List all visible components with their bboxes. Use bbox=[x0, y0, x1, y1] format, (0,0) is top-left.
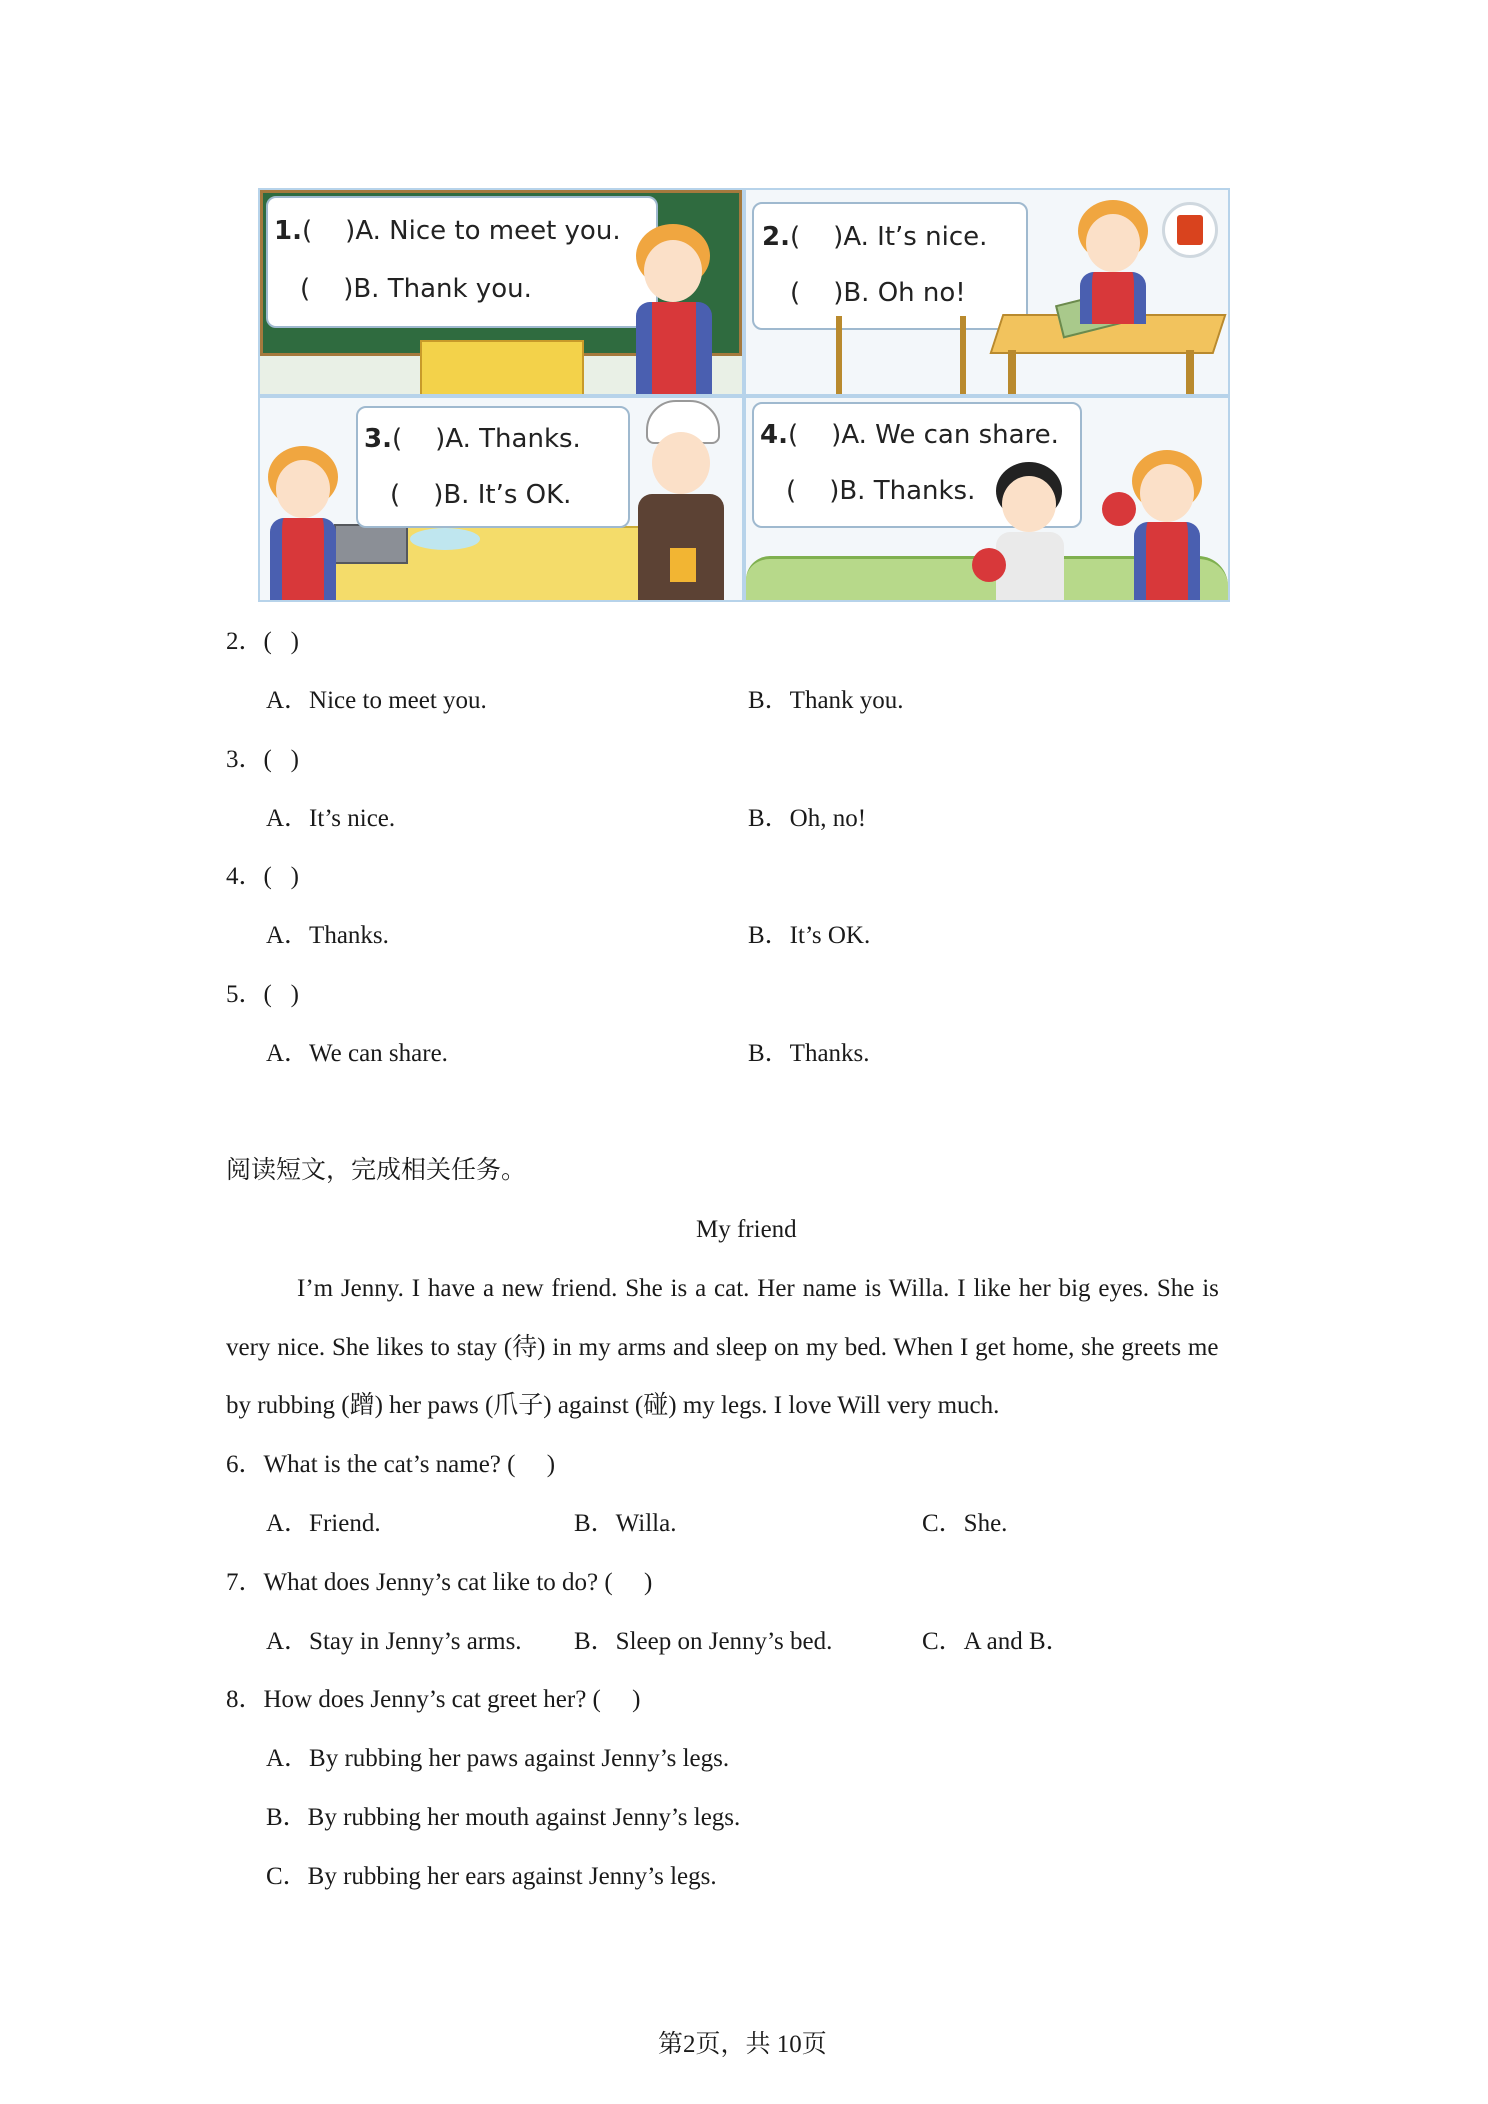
speech-bubble-2 bbox=[752, 202, 1028, 330]
option-b[interactable]: B．It’s OK. bbox=[748, 922, 871, 949]
girl-face bbox=[1086, 214, 1140, 272]
panel-3 bbox=[260, 398, 742, 600]
listening-picture bbox=[258, 188, 1230, 602]
desk-back bbox=[836, 316, 966, 394]
option-a[interactable]: A．By rubbing her paws against Jenny’s legs. bbox=[266, 1745, 730, 1772]
option-a[interactable]: A．Nice to meet you. bbox=[266, 687, 487, 714]
question-stem: 4．( ) bbox=[226, 863, 299, 890]
bubble-option-b: ( )B. Oh no! bbox=[790, 278, 966, 308]
bubble-option-b: ( )B. Thanks. bbox=[786, 476, 976, 506]
passage-title: My friend bbox=[696, 1216, 797, 1243]
page-footer: 第2页，共 10页 bbox=[658, 2031, 827, 2058]
bubble-option-a: ( )A. Nice to meet you. bbox=[301, 216, 621, 246]
panel-number: 4. bbox=[760, 420, 788, 450]
option-c[interactable]: C．By rubbing her ears against Jenny’s legs. bbox=[266, 1863, 717, 1890]
girl-jacket bbox=[1080, 272, 1146, 324]
question-stem: 8．How does Jenny’s cat greet her? ( ) bbox=[226, 1686, 641, 1713]
option-c[interactable]: C．She. bbox=[922, 1510, 1008, 1537]
boy-face bbox=[1002, 476, 1056, 532]
panel-number: 1. bbox=[274, 216, 302, 246]
boy-jacket bbox=[270, 518, 336, 600]
speech-bubble-3 bbox=[356, 406, 630, 528]
desk-leg bbox=[1008, 350, 1016, 394]
passage-line: I’m Jenny. I have a new friend. She is a cat. Her name is Willa. I like her big eyes. She is bbox=[297, 1275, 1219, 1302]
option-c[interactable]: C．A and B． bbox=[922, 1628, 1071, 1655]
option-b[interactable]: B．Oh, no! bbox=[748, 805, 867, 832]
cook-apron bbox=[638, 494, 724, 600]
back-button-icon[interactable] bbox=[1162, 202, 1218, 258]
bubble-option-b: ( )B. Thank you. bbox=[300, 274, 532, 304]
panel-4 bbox=[746, 398, 1228, 600]
spilled-water bbox=[410, 528, 480, 550]
lunch-tray bbox=[334, 524, 408, 564]
panel-2 bbox=[746, 190, 1228, 394]
boy-face bbox=[1140, 464, 1194, 522]
option-b[interactable]: B．Willa. bbox=[574, 1510, 677, 1537]
bubble-option-a: ( )A. Thanks. bbox=[391, 424, 581, 454]
option-a[interactable]: A．Stay in Jenny’s arms. bbox=[266, 1628, 522, 1655]
panel-number: 2. bbox=[762, 222, 790, 252]
speech-bubble-1 bbox=[266, 196, 658, 328]
desk-front bbox=[420, 340, 584, 394]
cook-face bbox=[652, 432, 710, 494]
bubble-option-b: ( )B. It’s OK. bbox=[390, 480, 572, 510]
boy-shirt bbox=[996, 532, 1064, 600]
boy-face bbox=[276, 460, 330, 518]
option-b[interactable]: B．Sleep on Jenny’s bed. bbox=[574, 1628, 833, 1655]
question-stem: 2．( ) bbox=[226, 628, 299, 655]
question-stem: 3．( ) bbox=[226, 746, 299, 773]
passage-line: by rubbing (蹭) her paws (爪子) against (碰) my legs. I love Will very much. bbox=[226, 1392, 1000, 1419]
question-stem: 7．What does Jenny’s cat like to do? ( ) bbox=[226, 1569, 653, 1596]
option-a[interactable]: A．Thanks. bbox=[266, 922, 389, 949]
reading-instruction: 阅读短文，完成相关任务。 bbox=[226, 1157, 527, 1184]
option-b[interactable]: B．By rubbing her mouth against Jenny’s legs. bbox=[266, 1804, 741, 1831]
option-b[interactable]: B．Thank you. bbox=[748, 687, 904, 714]
panel-1 bbox=[260, 190, 742, 394]
ping-pong-paddle bbox=[1102, 492, 1136, 526]
desk-leg bbox=[1186, 350, 1194, 394]
bubble-option-a: ( )A. We can share. bbox=[787, 420, 1059, 450]
boy-jacket bbox=[636, 302, 712, 394]
passage-line: very nice. She likes to stay (待) in my arms and sleep on my bed. When I get home, she greets me bbox=[226, 1334, 1219, 1361]
option-a[interactable]: A．We can share. bbox=[266, 1040, 448, 1067]
cook-towel bbox=[670, 548, 696, 582]
boy-jacket bbox=[1134, 522, 1200, 600]
question-stem: 6．What is the cat’s name? ( ) bbox=[226, 1451, 556, 1478]
bubble-option-a: ( )A. It’s nice. bbox=[789, 222, 988, 252]
question-stem: 5．( ) bbox=[226, 981, 299, 1008]
ping-pong-paddle bbox=[972, 548, 1006, 582]
option-a[interactable]: A．It’s nice. bbox=[266, 805, 396, 832]
boy-face bbox=[644, 240, 702, 302]
option-b[interactable]: B．Thanks. bbox=[748, 1040, 870, 1067]
panel-number: 3. bbox=[364, 424, 392, 454]
option-a[interactable]: A．Friend. bbox=[266, 1510, 381, 1537]
